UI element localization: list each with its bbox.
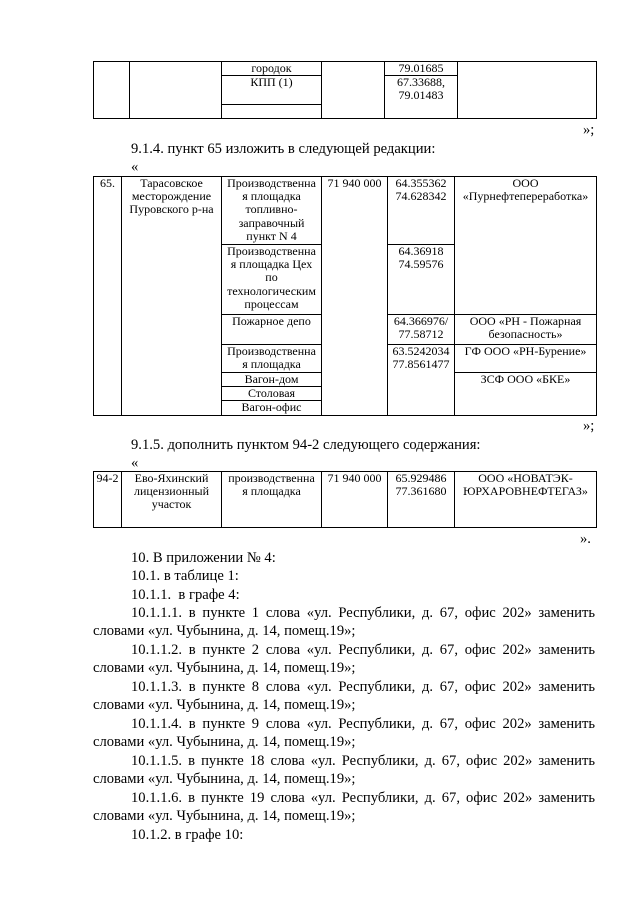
table-cell: 64.355362 74.628342 [388,177,455,245]
table-cell: ООО «РН - Пожарная безопасность» [455,315,597,345]
paragraph-line: 10.1.1.3. в пункте 8 слова «ул. Республики, д. 67, офис 202» заменить [131,679,595,695]
table-item-94-2 [93,471,597,528]
table-cell: Ево-Яхинский лицензионный участок [122,472,222,528]
opening-quote: « [131,455,139,471]
closing-quote: »; [583,418,595,434]
table-cell: 94-2 [94,472,122,528]
paragraph-10-1-1: 10.1.1. в графе 4: [131,587,240,603]
table-cell: 64.366976/ 77.58712 [388,315,455,345]
paragraph-10-1: 10.1. в таблице 1: [131,568,239,584]
table-cell: 65.929486 77.361680 [388,472,455,528]
table-cell [130,62,222,119]
paragraph-9-1-4: 9.1.4. пункт 65 изложить в следующей редакции: [131,141,436,157]
paragraph-line: 10.1.1.5. в пункте 18 слова «ул. Республики, д. 67, офис 202» заменить [131,753,595,769]
table-cell: Производственна я площадка [222,345,322,373]
paragraph-line: 10.1.1.6. в пункте 19 слова «ул. Республики, д. 67, офис 202» заменить [131,790,595,806]
table-cell: 63.5242034 77.8561477 [388,345,455,416]
paragraph-line: словами «ул. Чубынина, д. 14, помещ.19»; [93,660,356,676]
paragraph-10-1-2: 10.1.2. в графе 10: [131,827,244,843]
table-cell: городок [222,62,322,76]
table-cell: 64.36918 74.59576 [388,245,455,315]
table-cell: 65. [94,177,122,416]
paragraph-line: словами «ул. Чубынина, д. 14, помещ.19»; [93,697,356,713]
table-cell [222,105,322,119]
table-cell: производственна я площадка [222,472,322,528]
paragraph-line: словами «ул. Чубынина, д. 14, помещ.19»; [93,808,356,824]
table-cell: ООО «НОВАТЭК-ЮРХАРОВНЕФТЕГАЗ» [455,472,597,528]
closing-quote: »; [583,122,595,138]
table-cell: 71 940 000 [322,472,388,528]
paragraph-9-1-5: 9.1.5. дополнить пунктом 94-2 следующего содержания: [131,437,481,453]
table-cell [94,62,130,119]
opening-quote: « [131,159,139,175]
table-cell [322,62,385,119]
table-cell: Вагон-дом [222,373,322,387]
table-cell: ЗСФ ООО «БКЕ» [455,373,597,416]
table-cell: Производственна я площадка топливно-заправочный пункт N 4 [222,177,322,245]
table-cell: Тарасовское месторождение Пуровского р-на [122,177,222,416]
table-cell: ООО «Пурнефтепереработка» [455,177,597,315]
closing-quote: ». [580,531,591,547]
table-cell: Столовая [222,387,322,401]
table-cell: ГФ ООО «РН-Бурение» [455,345,597,373]
table-cell: 71 940 000 [322,177,388,416]
paragraph-line: словами «ул. Чубынина, д. 14, помещ.19»; [93,771,356,787]
table-item-65 [93,176,597,416]
paragraph-line: словами «ул. Чубынина, д. 14, помещ.19»; [93,623,356,639]
table-cell [458,62,597,119]
table-cell: Вагон-офис [222,401,322,415]
table-cell: КПП (1) [222,76,322,105]
paragraph-line: 10.1.1.1. в пункте 1 слова «ул. Республики, д. 67, офис 202» заменить [131,605,595,621]
paragraph-10: 10. В приложении № 4: [131,550,276,566]
paragraph-line: 10.1.1.2. в пункте 2 слова «ул. Республики, д. 67, офис 202» заменить [131,642,595,658]
paragraph-line: словами «ул. Чубынина, д. 14, помещ.19»; [93,734,356,750]
paragraph-line: 10.1.1.4. в пункте 9 слова «ул. Республики, д. 67, офис 202» заменить [131,716,595,732]
table-fragment-top [93,61,597,119]
table-cell: 67.33688, 79.01483 [385,76,458,119]
table-cell: 79.01685 [385,62,458,76]
table-cell: Производственна я площадка Цех по технологическим процессам [222,245,322,315]
table-cell: Пожарное депо [222,315,322,345]
